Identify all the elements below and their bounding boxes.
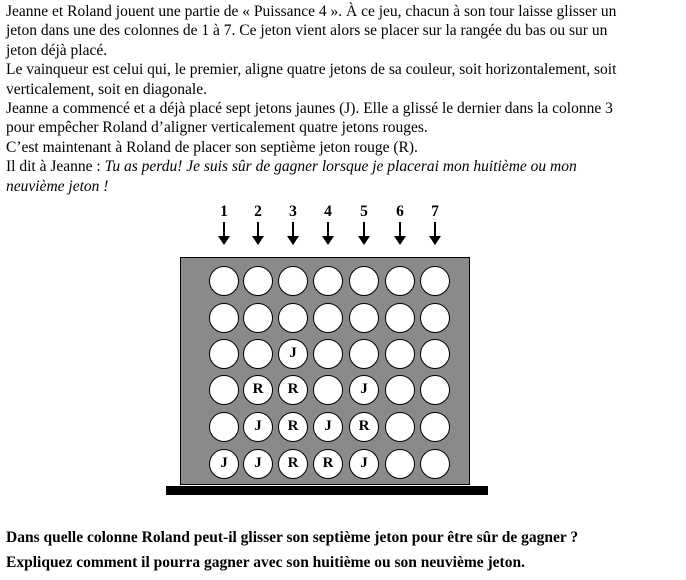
empty-slot	[385, 339, 415, 369]
column-number: 7	[431, 203, 439, 220]
empty-slot	[385, 375, 415, 405]
jeton-rouge: R	[278, 412, 308, 442]
jeton-jaune: J	[278, 339, 308, 369]
text-line: jeton déjà placé.	[6, 41, 108, 59]
down-arrow-icon	[358, 222, 370, 246]
empty-slot	[313, 303, 343, 333]
empty-slot	[385, 449, 415, 479]
roland-speech-line	[6, 157, 682, 176]
board-base	[166, 486, 488, 495]
jeton-rouge: R	[349, 412, 379, 442]
roland-speech-line-2	[6, 177, 682, 196]
jeton-jaune: J	[209, 449, 239, 479]
empty-slot	[420, 375, 450, 405]
question-1: Dans quelle colonne Roland peut-il glisser son septième jeton pour être sûr de gagner ?	[6, 529, 579, 546]
question-2: Expliquez comment il pourra gagner avec son huitième ou son neuvième jeton.	[6, 554, 525, 571]
text-line: C’est maintenant à Roland de placer son septième jeton rouge (R).	[6, 138, 418, 156]
jeton-rouge: R	[278, 375, 308, 405]
jeton-rouge: R	[278, 449, 308, 479]
jeton-jaune: J	[243, 412, 273, 442]
text-line: Jeanne et Roland jouent une partie de « Puissance 4 ». À ce jeu, chacun à son tour laisse glisser un	[6, 3, 617, 20]
empty-slot	[420, 449, 450, 479]
empty-slot	[209, 412, 239, 442]
down-arrow-icon	[322, 222, 334, 246]
column-number: 2	[254, 203, 262, 220]
empty-slot	[243, 266, 273, 296]
roland-quote-part1: Tu as perdu! Je suis sûr de gagner lorsque je placerai mon huitième ou mon	[104, 158, 577, 176]
empty-slot	[313, 266, 343, 296]
problem-statement	[6, 2, 682, 196]
jeton-jaune: J	[313, 412, 343, 442]
down-arrow-icon	[252, 222, 264, 246]
jeton-rouge: R	[313, 449, 343, 479]
text-line: Le vainqueur est celui qui, le premier, aligne quatre jetons de sa couleur, soit horizontalement, soit	[6, 61, 617, 79]
down-arrow-icon	[287, 222, 299, 246]
column-number: 5	[360, 203, 368, 220]
down-arrow-icon	[394, 222, 406, 246]
roland-said-label: Il dit à Jeanne :	[6, 158, 105, 176]
empty-slot	[385, 303, 415, 333]
jeton-jaune: J	[243, 449, 273, 479]
column-number: 1	[220, 203, 228, 220]
down-arrow-icon	[218, 222, 230, 246]
column-number: 4	[324, 203, 332, 220]
empty-slot	[209, 339, 239, 369]
jeton-jaune: J	[349, 449, 379, 479]
empty-slot	[209, 266, 239, 296]
empty-slot	[385, 266, 415, 296]
text-line: pour empêcher Roland d’aligner verticalement quatre jetons rouges.	[6, 119, 428, 137]
text-line: Jeanne a commencé et a déjà placé sept jetons jaunes (J). Elle a glissé le dernier dans la colonne 3	[6, 100, 613, 118]
jeton-rouge: R	[243, 375, 273, 405]
empty-slot	[209, 303, 239, 333]
empty-slot	[313, 375, 343, 405]
empty-slot	[349, 339, 379, 369]
column-number: 3	[289, 203, 297, 220]
text-line: jeton dans une des colonnes de 1 à 7. Ce jeton vient alors se placer sur la rangée du bas ou sur un	[6, 22, 608, 40]
empty-slot	[420, 339, 450, 369]
empty-slot	[420, 412, 450, 442]
down-arrow-icon	[429, 222, 441, 246]
empty-slot	[278, 303, 308, 333]
empty-slot	[278, 266, 308, 296]
empty-slot	[243, 339, 273, 369]
empty-slot	[385, 412, 415, 442]
text-line: verticalement, soit en diagonale.	[6, 80, 207, 98]
roland-quote-part2: neuvième jeton !	[6, 177, 109, 195]
empty-slot	[243, 303, 273, 333]
empty-slot	[420, 266, 450, 296]
empty-slot	[209, 375, 239, 405]
empty-slot	[349, 266, 379, 296]
column-number: 6	[396, 203, 404, 220]
game-board	[180, 257, 470, 485]
empty-slot	[349, 303, 379, 333]
empty-slot	[313, 339, 343, 369]
jeton-jaune: J	[349, 375, 379, 405]
empty-slot	[420, 303, 450, 333]
